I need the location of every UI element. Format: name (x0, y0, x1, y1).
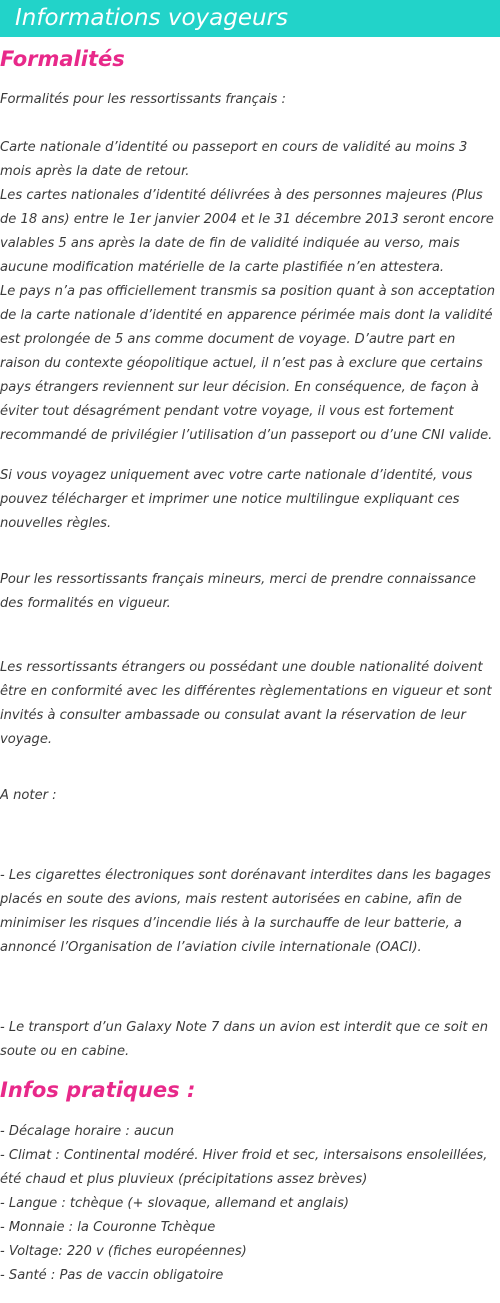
id-card-paragraph: Carte nationale d’identité ou passeport en cours de validité au moins 3 mois après la date de retour. Les cartes nationales d’identité délivrées à des personnes majeures (Plus de 18 ans) entre le 1er janvier 2004 et le 31 décembre 2013 seront encore valables 5 ans après la date de fin de validité indiquée au verso, mais aucune modification matérielle de la carte plastifiée n’en attestera. Le pays n’a pas officiellement transmis sa position quant à son acceptation de la carte nationale d’identité en apparence périmée mais dont la validité est prolongée de 5 ans comme document de voyage. D’autre part en raison du contexte géopolitique actuel, il n’est pas à exclure que certains pays étrangers reviennent sur leur décision. En conséquence, de façon à éviter tout désagrément pendant votre voyage, il vous est fortement recommandé de privilégier l’utilisation d’un passeport ou d’une CNI valide. (0, 140, 496, 443)
formalites-intro: Formalités pour les ressortissants français : (0, 92, 286, 107)
list-item-voltage: - Voltage: 220 v (fiches européennes) (0, 1244, 247, 1259)
note-ecigarettes: - Les cigarettes électroniques sont dorénavant interdites dans les bagages placés en soute des avions, mais restent autorisées en cabine, afin de minimiser les risques d’incendie liés à la surchauffe de leur batterie, a annoncé l’Organisation de l’aviation civile internationale (OACI). (0, 868, 491, 955)
note-label: A noter : (0, 788, 57, 803)
list-item-health: - Santé : Pas de vaccin obligatoire (0, 1268, 224, 1283)
formalites-heading: Formalités (0, 47, 125, 71)
minors-paragraph: Pour les ressortissants français mineurs, merci de prendre connaissance des formalités en vigueur. (0, 572, 476, 611)
note-galaxy-note7: - Le transport d’un Galaxy Note 7 dans un avion est interdit que ce soit en soute ou en cabine. (0, 1020, 488, 1059)
infos-pratiques-heading: Infos pratiques : (0, 1078, 196, 1102)
header-banner (0, 0, 500, 37)
page-title: Informations voyageurs (15, 5, 288, 31)
id-card-notice-paragraph: Si vous voyagez uniquement avec votre carte nationale d’identité, vous pouvez télécharger et imprimer une notice multilingue expliquant ces nouvelles règles. (0, 468, 473, 531)
list-item-climate: - Climat : Continental modéré. Hiver froid et sec, intersaisons ensoleillées, été chaud et plus pluvieux (précipitations assez brèves) (0, 1148, 488, 1187)
infos-list (0, 1120, 498, 1288)
foreigners-paragraph: Les ressortissants étrangers ou possédant une double nationalité doivent être en conformité avec les différentes règlementations en vigueur et sont invités à consulter ambassade ou consulat avant la réservation de leur voyage. (0, 660, 492, 747)
list-item-currency: - Monnaie : la Couronne Tchèque (0, 1220, 216, 1235)
list-item-language: - Langue : tchèque (+ slovaque, allemand et anglais) (0, 1196, 350, 1211)
list-item-timezone: - Décalage horaire : aucun (0, 1124, 175, 1139)
